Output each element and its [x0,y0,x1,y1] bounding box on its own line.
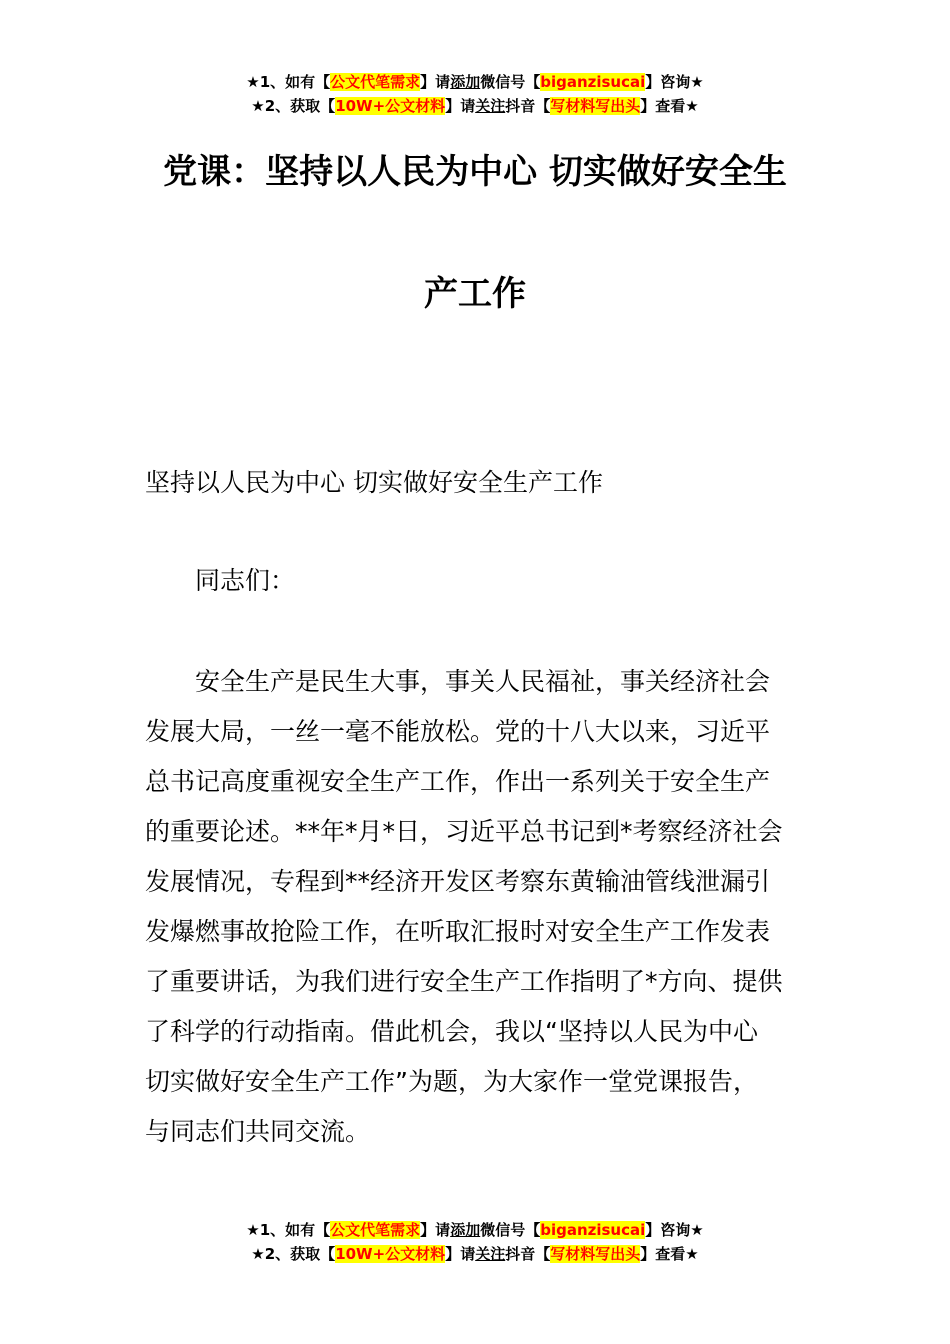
banner-text: 】请 [420,1221,451,1239]
document-subtitle: 坚持以人民为中心 切实做好安全生产工作 [145,468,603,497]
banner-wechat-id: biganzisucai [540,1221,646,1239]
banner-line-2 [0,1242,950,1266]
banner-underline: 关注 [475,97,506,115]
banner-underline: 添加 [450,73,481,91]
banner-text: 】查看★ [640,97,699,115]
body-line: 与同志们共同交流。 [145,1117,371,1146]
body-line: 安全生产是民生大事，事关人民福祉，事关经济社会 [195,667,771,696]
banner-text: 】咨询★ [645,73,704,91]
banner-text: ★1、如有【 [246,73,331,91]
banner-underline: 添加 [450,1221,481,1239]
banner-text: 】请 [445,97,476,115]
body-line: 的重要论述。**年*月*日，习近平总书记到*考察经济社会 [145,817,783,846]
greeting: 同志们： [195,566,296,595]
banner-highlight: 10W+公文材料 [335,97,446,115]
banner-text: 微信号【 [480,73,541,91]
banner-text: ★2、获取【 [251,97,336,115]
banner-highlight: 公文代笔需求 [330,1221,421,1239]
banner-highlight: 公文代笔需求 [330,73,421,91]
banner-line-2 [0,94,950,118]
banner-text: 抖音【 [505,1245,551,1263]
banner-highlight: 10W+公文材料 [335,1245,446,1263]
banner-douyin-id: 写材料写出头 [550,1245,641,1263]
body-line: 发展情况，专程到**经济开发区考察东黄输油管线泄漏引 [145,867,771,896]
banner-text: 】请 [420,73,451,91]
body-paragraph [145,662,815,1162]
body-line: 发展大局，一丝一毫不能放松。党的十八大以来，习近平 [145,717,771,746]
banner-text: 】查看★ [640,1245,699,1263]
body-line: 了科学的行动指南。借此机会，我以“坚持以人民为中心 [145,1017,758,1046]
banner-text: ★1、如有【 [246,1221,331,1239]
banner-wechat-id: biganzisucai [540,73,646,91]
banner-text: 抖音【 [505,97,551,115]
document-title-line-1: 党课：坚持以人民为中心 切实做好安全生 [163,152,787,192]
body-line: 发爆燃事故抢险工作，在听取汇报时对安全生产工作发表 [145,917,771,946]
header-banner [0,70,950,118]
body-line: 切实做好安全生产工作”为题，为大家作一堂党课报告， [145,1067,758,1096]
banner-text: ★2、获取【 [251,1245,336,1263]
footer-banner [0,1218,950,1266]
banner-text: 】请 [445,1245,476,1263]
banner-underline: 关注 [475,1245,506,1263]
banner-line-1 [0,1218,950,1242]
banner-text: 微信号【 [480,1221,541,1239]
body-line: 了重要讲话，为我们进行安全生产工作指明了*方向、提供 [145,967,783,996]
body-line: 总书记高度重视安全生产工作，作出一系列关于安全生产 [145,767,771,796]
banner-line-1 [0,70,950,94]
document-title-line-2: 产工作 [424,274,526,314]
banner-douyin-id: 写材料写出头 [550,97,641,115]
banner-text: 】咨询★ [645,1221,704,1239]
